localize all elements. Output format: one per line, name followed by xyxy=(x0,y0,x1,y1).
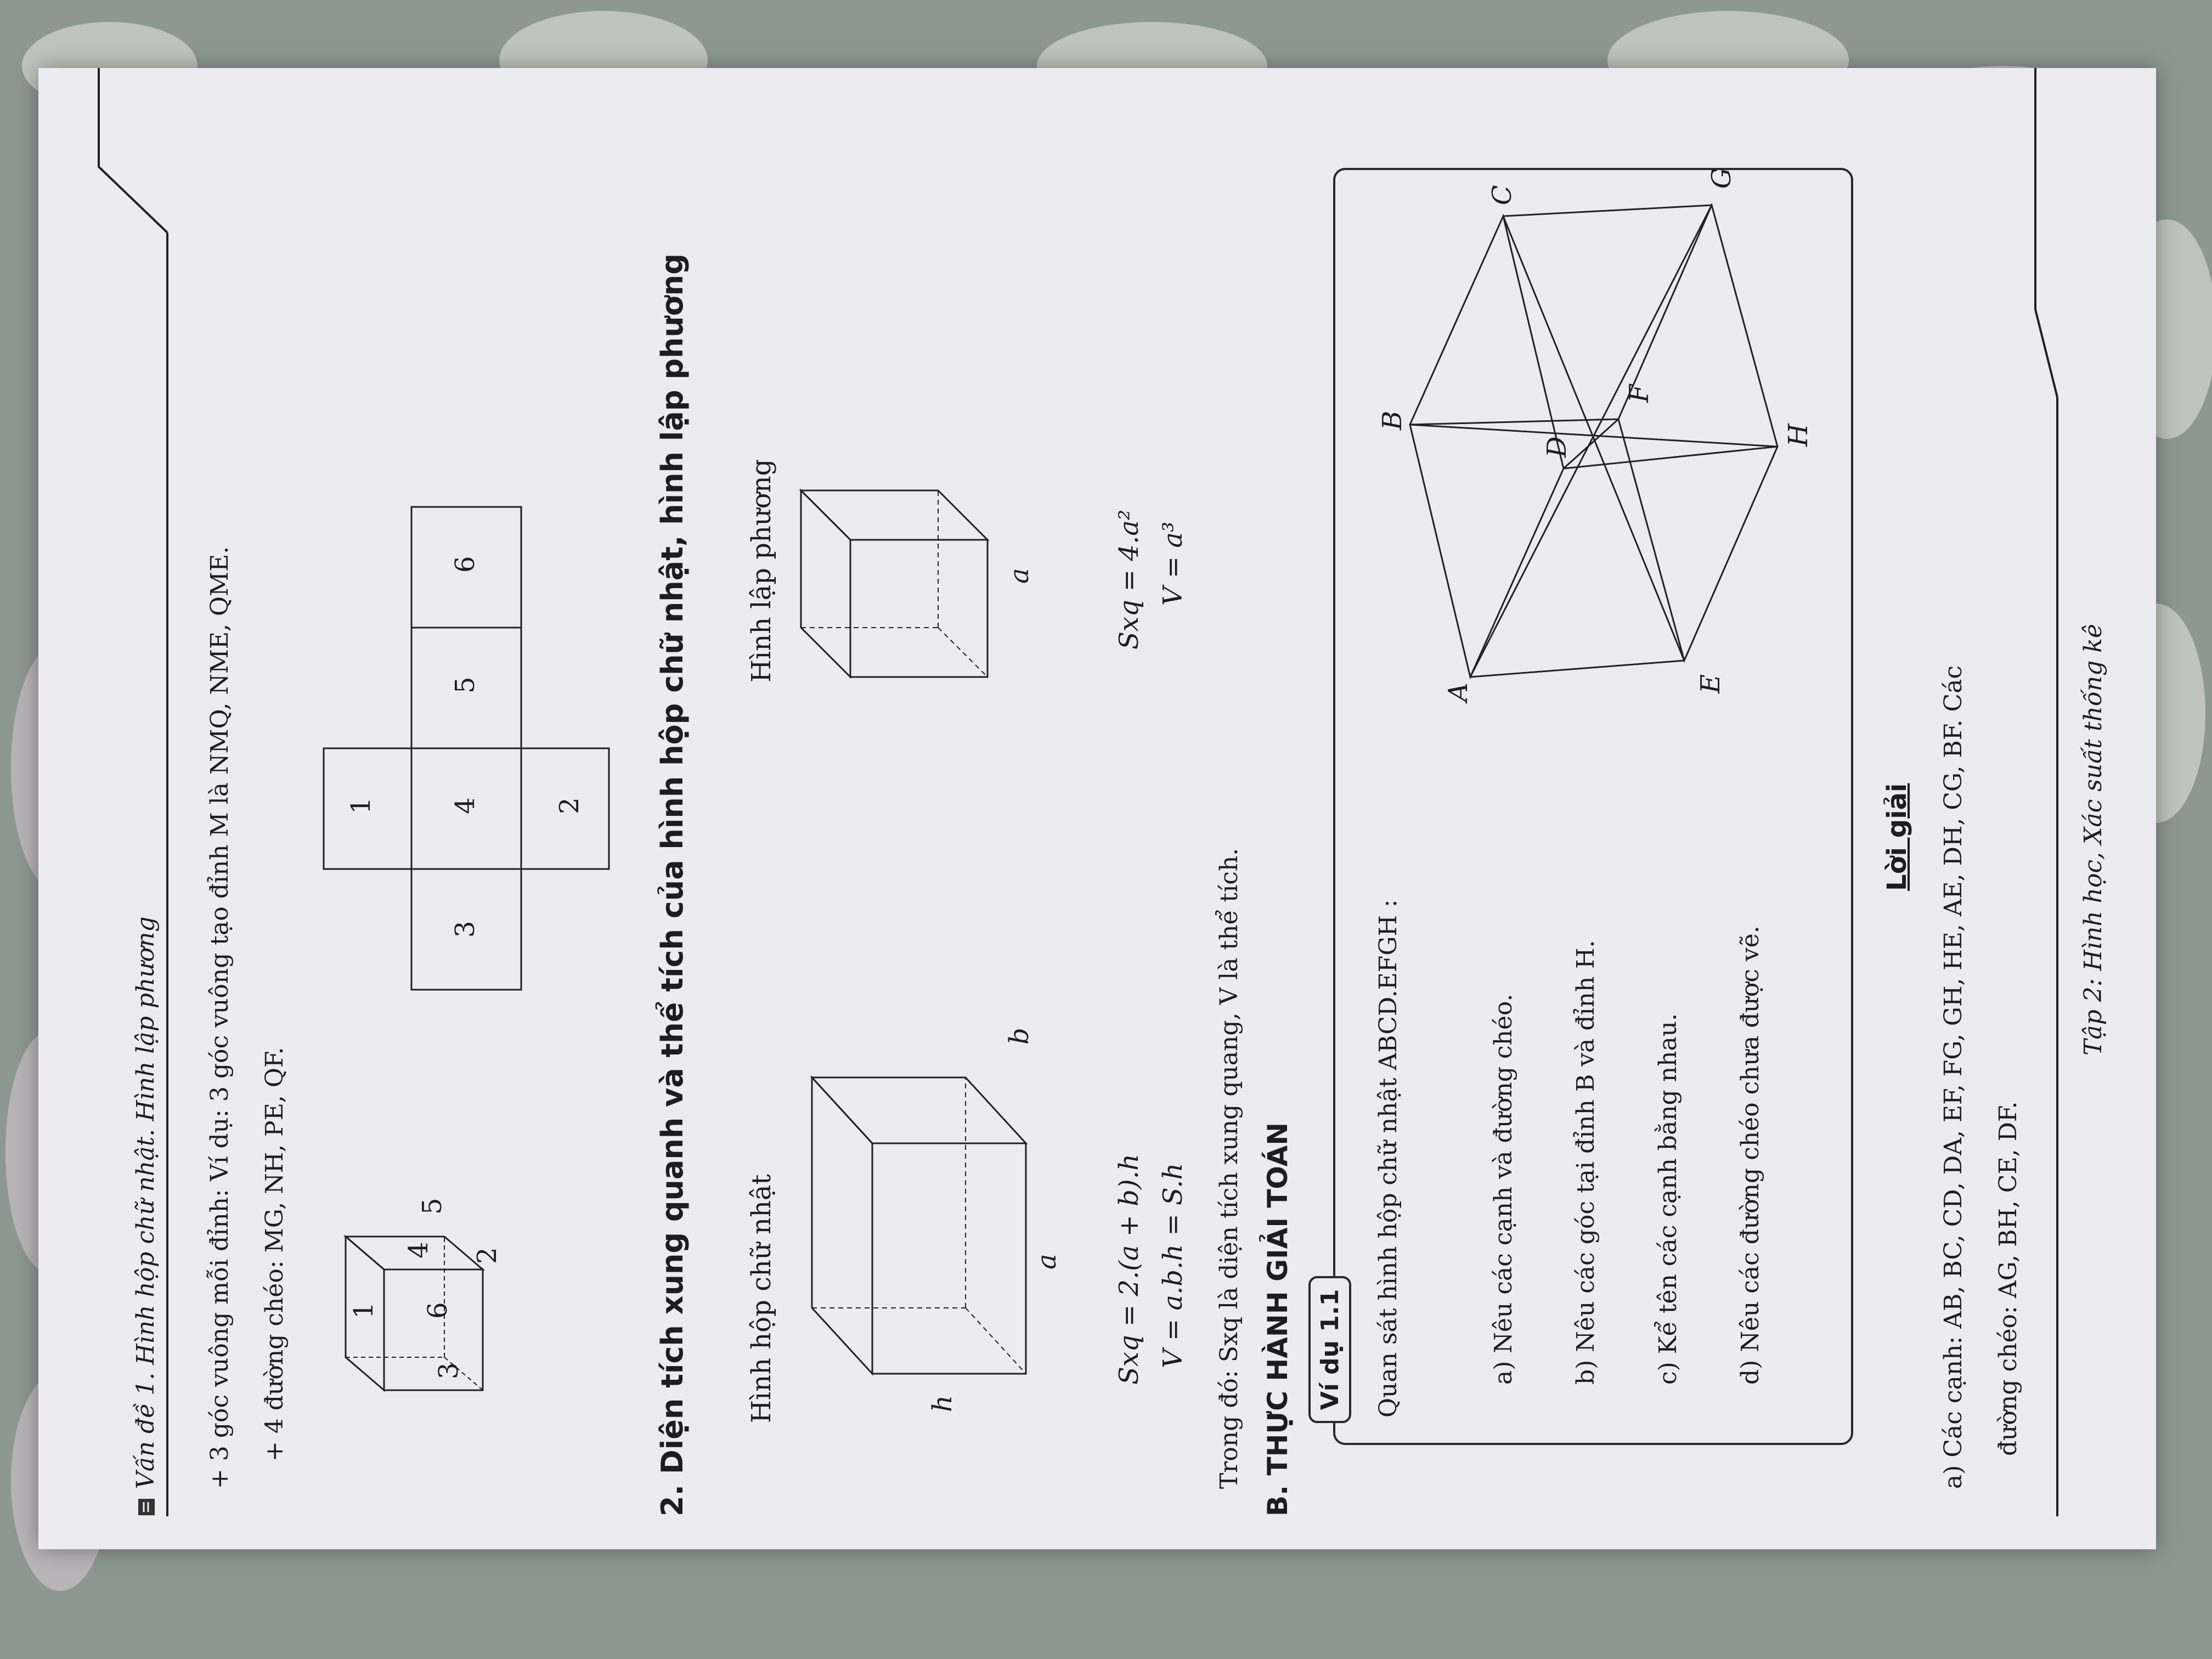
cube-label: Hình lập phương xyxy=(746,459,777,682)
net-face-label: 5 xyxy=(450,676,481,693)
solution-title: Lời giải xyxy=(1882,783,1912,891)
vertex-c: C xyxy=(1487,185,1517,205)
cube-face-label: 2 xyxy=(472,1247,503,1264)
cube-face-label: 3 xyxy=(433,1362,464,1379)
formula-note: Trong đó: Sxq là diện tích xung quang, V là thể tích. xyxy=(1215,848,1243,1489)
section-b-title: B. THỰC HÀNH GIẢI TOÁN xyxy=(1262,1122,1294,1516)
header-icon xyxy=(137,1498,158,1516)
vertex-d: D xyxy=(1542,436,1572,458)
box-dim-h: h xyxy=(927,1395,958,1412)
vertex-h: H xyxy=(1783,424,1814,447)
page-header: Vấn đề 1. Hình hộp chữ nhật. Hình lập phương xyxy=(132,916,160,1489)
box-label: Hình hộp chữ nhật xyxy=(746,1174,777,1423)
cube-face-label: 4 xyxy=(403,1242,434,1259)
cube-dim-a: a xyxy=(1004,568,1035,584)
cube-face-label: 6 xyxy=(422,1302,453,1319)
page-footer: Tập 2: Hình học, Xác suất thống kê xyxy=(2079,624,2107,1056)
net-face-label: 3 xyxy=(450,921,481,938)
numbered-cube xyxy=(324,1182,505,1412)
cube-net xyxy=(313,397,620,1001)
example-tab xyxy=(1308,1276,1351,1423)
cube-volume-formula: V = a³ xyxy=(1158,521,1188,606)
solution-line-1: a) Các cạnh: AB, BC, CD, DA, EF, FG, GH, HE, AE, DH, CG, BF. Các xyxy=(1939,665,1967,1489)
section-2-title: 2. Diện tích xung quanh và thể tích của hình hộp chữ nhật, hình lập phương xyxy=(655,253,690,1516)
cube-figure xyxy=(785,469,1015,699)
net-face-label: 6 xyxy=(450,556,481,573)
abcd-efgh-figure xyxy=(1377,178,1827,726)
solution-line-2: đường chéo: AG, BH, CE, DF. xyxy=(1994,1101,2022,1456)
cube-sxq-formula: Sxq = 4.a² xyxy=(1114,509,1144,650)
vertex-a: A xyxy=(1443,682,1474,702)
box-volume-formula: V = a.b.h = S.h xyxy=(1158,1163,1188,1368)
right-angles-text: + 3 góc vuông mỗi đỉnh: Ví dụ: 3 góc vuông tạo đỉnh M là NMQ, NME, QME. xyxy=(206,546,234,1489)
vertex-f: F xyxy=(1624,384,1655,403)
net-face-label: 2 xyxy=(554,797,585,814)
box-dim-b: b xyxy=(1004,1028,1035,1045)
vertex-g: G xyxy=(1706,167,1737,189)
vertex-b: B xyxy=(1377,410,1408,430)
net-face-label: 4 xyxy=(450,797,481,814)
cube-face-label: 5 xyxy=(417,1198,448,1215)
question-a: a) Nêu các cạnh và đường chéo. xyxy=(1489,994,1517,1385)
question-c: c) Kể tên các cạnh bằng nhau. xyxy=(1654,1013,1682,1385)
diagonals-text: + 4 đường chéo: MG, NH, PE, QF. xyxy=(261,1047,289,1462)
box-dim-a: a xyxy=(1031,1254,1062,1269)
example-label: Ví dụ 1.1 xyxy=(1316,1289,1344,1410)
example-prompt: Quan sát hình hộp chữ nhật ABCD.EFGH : xyxy=(1374,899,1402,1418)
vertex-e: E xyxy=(1695,674,1726,693)
net-face-label: 1 xyxy=(346,797,376,814)
question-d: d) Nêu các đường chéo chưa được vẽ. xyxy=(1736,926,1764,1385)
book-page xyxy=(38,68,2156,1549)
question-b: b) Nêu các góc tại đỉnh B và đỉnh H. xyxy=(1572,940,1600,1385)
box-sxq-formula: Sxq = 2.(a + b).h xyxy=(1114,1154,1144,1385)
cube-face-label: 1 xyxy=(348,1302,379,1319)
